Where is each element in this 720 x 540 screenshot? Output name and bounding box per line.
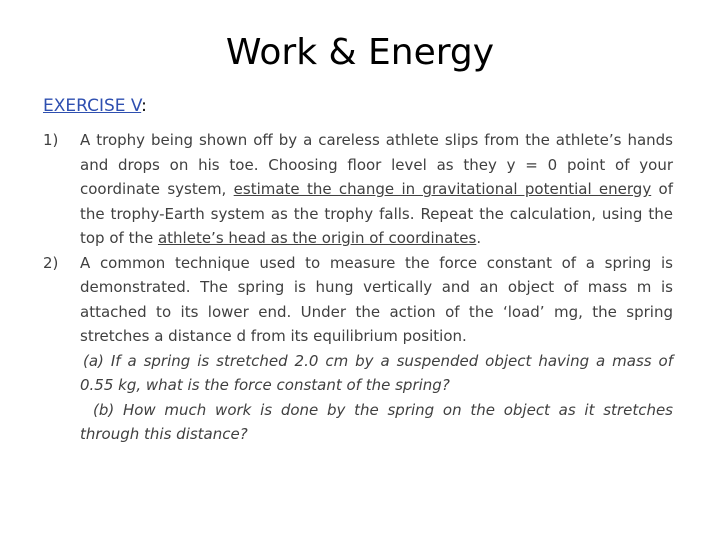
sub-question-a: (a) If a spring is stretched 2.0 cm by a suspended object having a mass of 0.55 kg, what is the force constant of the spring? — [80, 351, 673, 394]
item-number: 1) — [43, 131, 59, 149]
sub-question-b: (b) How much work is done by the spring on the object as it stretches through this distance? — [80, 400, 673, 443]
slide-title: Work & Energy — [225, 32, 495, 73]
item-text-underlined: estimate the change in gravitational potential energy — [233, 180, 652, 198]
exercise-label: EXERCISE V — [43, 96, 142, 116]
exercise-colon: : — [141, 96, 147, 116]
item-text: A common technique used to measure the force constant of a spring is demonstrated. The spring is hung vertically and an object of mass m is attached to its lower end. Under the action of the ‘load’ mg, the spring stretches a distance d from its equilibrium position. — [80, 253, 673, 345]
item-text: of the trophy-Earth system as the trophy falls. Repeat the calculation, using the top of the — [80, 180, 673, 247]
item-number: 2) — [43, 253, 59, 272]
exercise-list — [43, 128, 673, 447]
exercise-item-2 — [43, 251, 673, 349]
exercise-item-1 — [43, 128, 673, 251]
item-text: . — [476, 229, 482, 247]
item-text-underlined: athlete’s head as the origin of coordinates — [157, 229, 477, 247]
exercise-heading — [43, 96, 147, 116]
item-text: A trophy being shown off by a careless athlete slips from the athlete’s hands and drops on his toe. Choosing floor level as they y = 0 point of your coordinate system, — [80, 131, 673, 198]
